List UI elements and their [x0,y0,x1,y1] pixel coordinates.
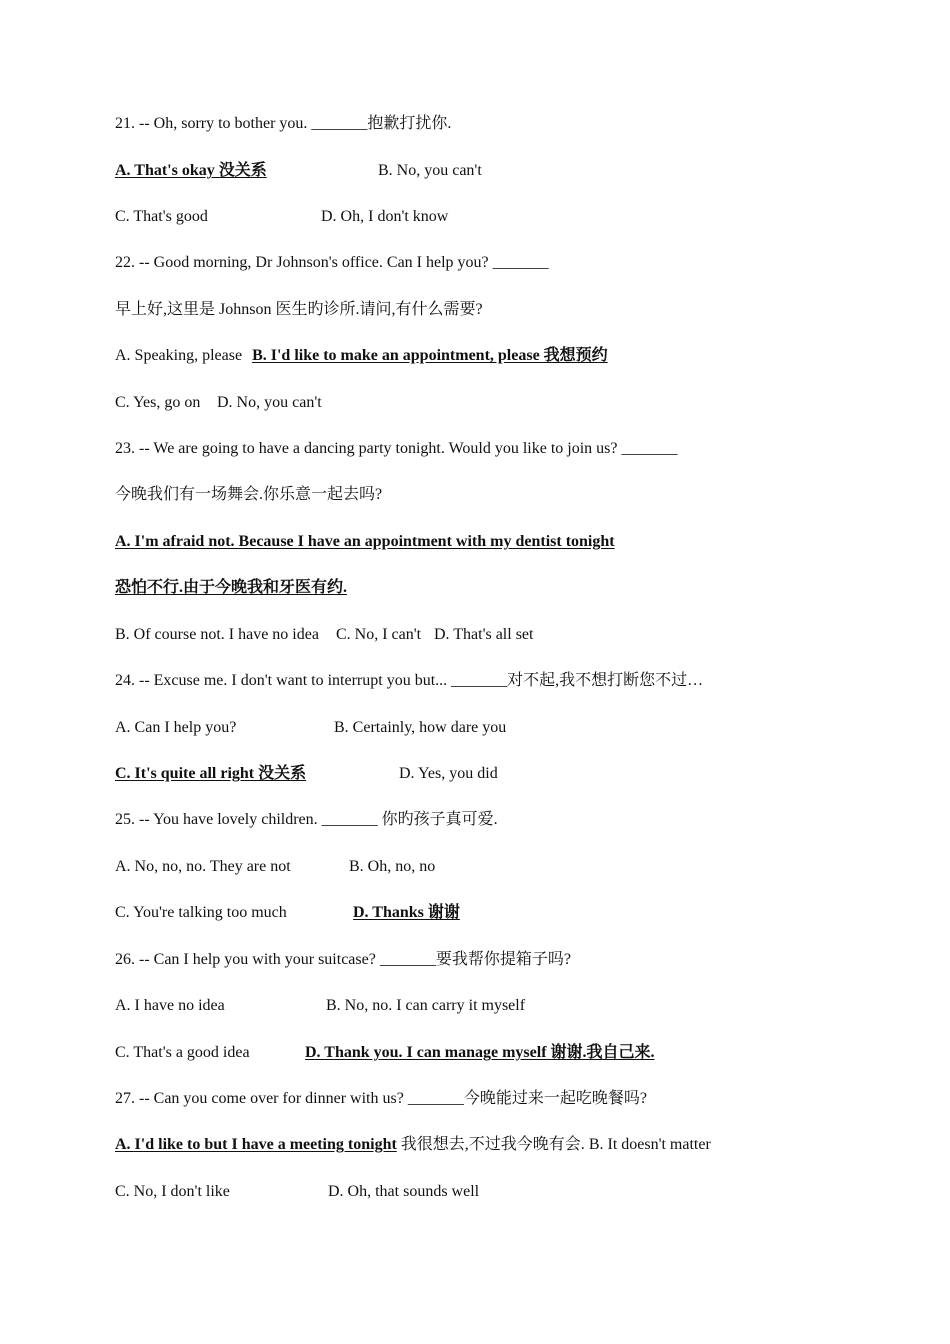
option-b: B. No, no. I can carry it myself [326,997,526,1014]
question-21-prompt [115,114,451,134]
question-27-options-ab [115,1135,711,1155]
question-text: 26. -- Can I help you with your suitcase? _______要我帮你提箱子吗? [115,951,571,968]
option-c: C. That's a good idea [115,1044,250,1061]
option-c: C. No, I don't like [115,1183,230,1200]
option-c: C. That's good [115,208,208,225]
question-22-options-cd [115,393,322,413]
question-24-options-cd [115,764,498,784]
option-d-correct: D. Thanks 谢谢 [353,904,460,921]
question-27-options-cd [115,1182,480,1202]
option-a-translation: 我很想去,不过我今晚有会. [400,1136,585,1153]
translation-text: 早上好,这里是 Johnson 医生旳诊所.请问,有什么需要? [115,301,483,318]
option-b: B. It doesn't matter [588,1136,711,1153]
question-text: 24. -- Excuse me. I don't want to interrupt you but... _______对不起,我不想打断您不过… [115,672,704,689]
question-text: 22. -- Good morning, Dr Johnson's office. Can I help you? _______ [115,254,549,271]
option-b-correct: B. I'd like to make an appointment, please 我想预约 [252,347,608,364]
question-23-options-bcd [115,625,534,645]
question-25-prompt [115,810,498,830]
question-24-options-ab [115,718,507,738]
question-text: 25. -- You have lovely children. _______ 你旳孩子真可爱. [115,811,498,828]
question-26-options-cd [115,1043,655,1063]
option-d: D. Oh, that sounds well [328,1183,480,1200]
option-a-translation: 恐怕不行.由于今晚我和牙医有约. [115,579,348,596]
question-22-translation [115,300,483,320]
question-23-option-a-translation [115,578,347,598]
question-23-translation [115,485,382,505]
option-c: C. You're talking too much [115,904,287,921]
question-text: 27. -- Can you come over for dinner with us? _______今晚能过来一起吃晚餐吗? [115,1090,647,1107]
question-23-option-a [115,532,615,552]
option-a: A. Can I help you? [115,719,237,736]
question-21-options-ab [115,161,482,181]
option-d: D. No, you can't [217,394,322,411]
option-a: A. No, no, no. They are not [115,858,291,875]
question-24-prompt [115,671,703,691]
option-b: B. Of course not. I have no idea [115,626,319,643]
option-a: A. Speaking, please [115,347,243,364]
option-d-correct: D. Thank you. I can manage myself 谢谢.我自己来. [305,1044,655,1061]
option-c-correct: C. It's quite all right 没关系 [115,765,307,782]
option-d: D. Oh, I don't know [321,208,449,225]
option-c: C. Yes, go on [115,394,201,411]
option-a: A. I have no idea [115,997,225,1014]
question-25-options-ab [115,857,436,877]
option-b: B. Oh, no, no [349,858,436,875]
option-d: D. That's all set [434,626,534,643]
question-23-prompt [115,439,678,459]
question-text: 21. -- Oh, sorry to bother you. _______抱歉打扰你. [115,115,452,132]
option-a-correct: A. I'd like to but I have a meeting tonight [115,1136,397,1153]
option-a-correct: A. That's okay 没关系 [115,162,267,179]
question-27-prompt [115,1089,647,1109]
question-25-options-cd [115,903,460,923]
translation-text: 今晚我们有一场舞会.你乐意一起去吗? [115,486,383,503]
question-26-prompt [115,950,571,970]
option-c: C. No, I can't [336,626,422,643]
option-b: B. No, you can't [378,162,482,179]
question-22-options-ab [115,346,608,366]
question-26-options-ab [115,996,526,1016]
question-22-prompt [115,253,549,273]
question-text: 23. -- We are going to have a dancing party tonight. Would you like to join us? _______ [115,440,678,457]
option-d: D. Yes, you did [399,765,498,782]
option-a-correct: A. I'm afraid not. Because I have an appointment with my dentist tonight [115,533,615,550]
question-21-options-cd [115,207,449,227]
option-b: B. Certainly, how dare you [334,719,507,736]
